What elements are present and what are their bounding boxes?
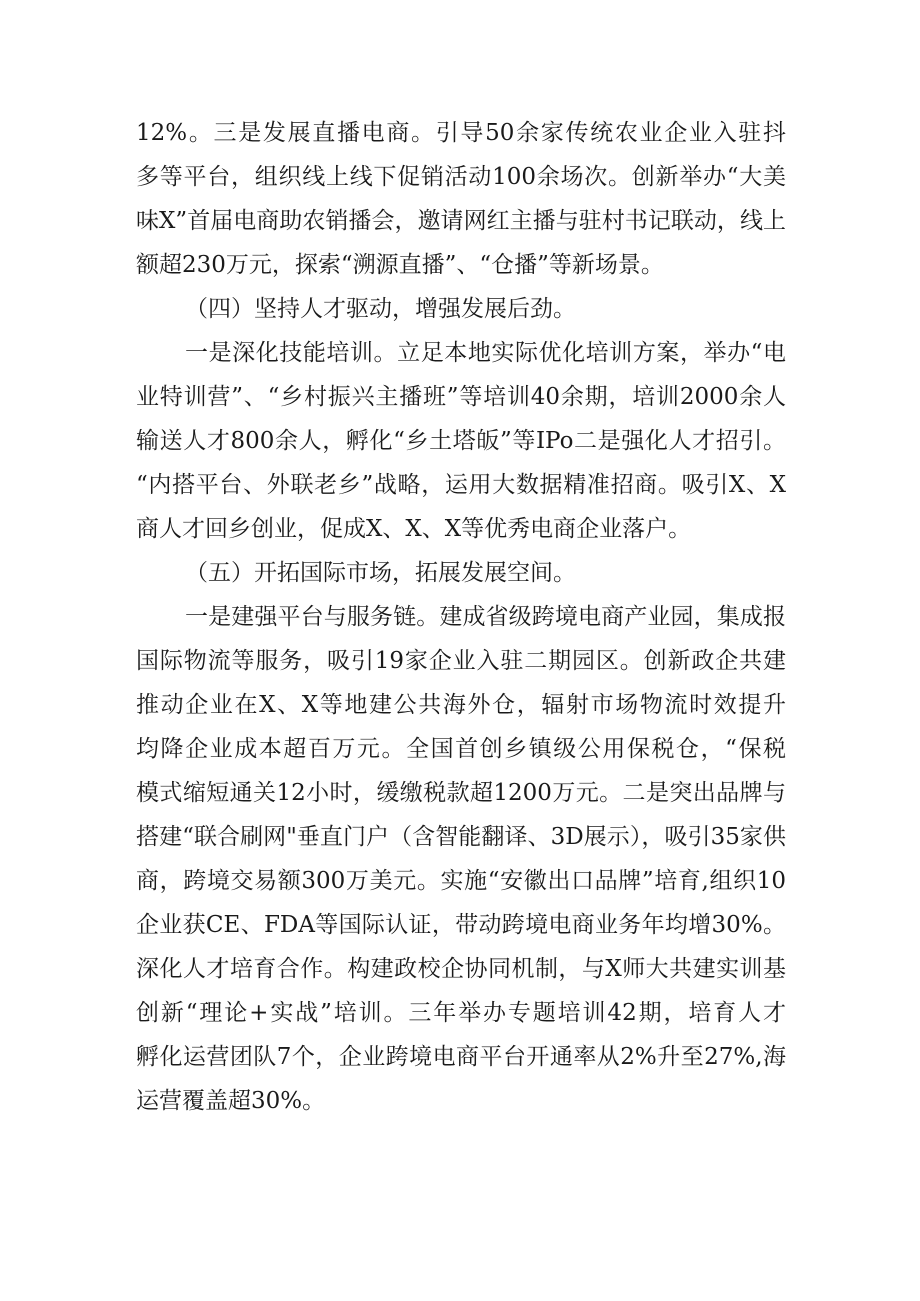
paragraph-line: 创新“理论+实战”培训。三年举办专题培训42期，培育人才 — [136, 1000, 786, 1026]
section-heading: （五）开拓国际市场，拓展发展空间。 — [185, 560, 576, 586]
paragraph-line: 味X”首届电商助农销播会，邀请网红主播与驻村书记联动，线上 — [136, 208, 786, 234]
paragraph-line: 均降企业成本超百万元。全国首创乡镇级公用保税仓，“保税 — [136, 736, 786, 762]
paragraph-line: 搭建“联合刷网"垂直门户（含智能翻译、3D展示），吸引35家供 — [136, 824, 786, 850]
paragraph-line: 一是深化技能培训。立足本地实际优化培训方案，举办“电 — [185, 340, 786, 366]
paragraph-line: 12%。三是发展直播电商。引导50余家传统农业企业入驻抖 — [136, 120, 786, 146]
paragraph-line: 多等平台，组织线上线下促销活动100余场次。创新举办“大美 — [136, 164, 786, 190]
paragraph-line: “内搭平台、外联老乡”战略，运用大数据精准招商。吸引X、X — [136, 472, 786, 498]
paragraph-line: 商人才回乡创业，促成X、X、X等优秀电商企业落户。 — [136, 516, 692, 542]
paragraph-line: 运营覆盖超30%。 — [136, 1088, 326, 1114]
paragraph-line: 国际物流等服务，吸引19家企业入驻二期园区。创新政企共建 — [136, 648, 786, 674]
paragraph-line: 一是建强平台与服务链。建成省级跨境电商产业园，集成报 — [185, 604, 786, 630]
paragraph-line: 模式缩短通关12小时，缓缴税款超1200万元。二是突出品牌与 — [136, 780, 786, 806]
section-heading: （四）坚持人才驱动，增强发展后劲。 — [185, 296, 576, 322]
paragraph-line: 孵化运营团队7个，企业跨境电商平台开通率从2%升至27%,海 — [136, 1044, 786, 1070]
paragraph-line: 输送人才800余人，孵化“乡土塔皈”等IPo二是强化人才招引。 — [136, 428, 786, 454]
paragraph-line: 业特训营”、“乡村振兴主播班”等培训40余期，培训2000余人 — [136, 384, 786, 410]
paragraph-line: 额超230万元，探索“溯源直播”、“仓播”等新场景。 — [136, 252, 664, 278]
paragraph-line: 深化人才培育合作。构建政校企协同机制，与X师大共建实训基 — [136, 956, 786, 982]
paragraph-line: 商，跨境交易额300万美元。实施“安徽出口品牌”培育,组织10 — [136, 868, 786, 894]
paragraph-line: 企业获CE、FDA等国际认证，带动跨境电商业务年均增30%。 — [136, 912, 786, 938]
paragraph-line: 推动企业在X、X等地建公共海外仓，辐射市场物流时效提升 — [136, 692, 786, 718]
